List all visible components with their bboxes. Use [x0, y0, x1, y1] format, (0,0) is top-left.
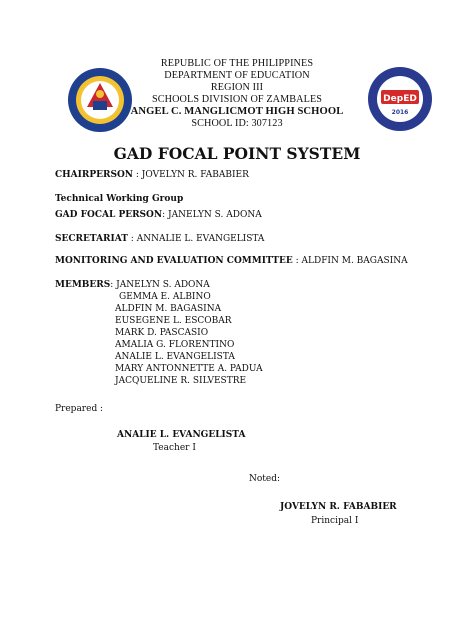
seal-deped-text: DepED: [383, 94, 417, 104]
noted-label: Noted:: [249, 474, 281, 484]
twg-line: [55, 194, 183, 204]
seal-year-text: 2016: [391, 109, 409, 116]
member-name: JANELYN S. ADONA: [116, 280, 210, 290]
header-department: DEPARTMENT OF EDUCATION: [164, 70, 310, 81]
members-label: MEMBERS: [55, 280, 111, 290]
header-region: REGION III: [210, 82, 264, 93]
header-school-id: SCHOOL ID: 307123: [191, 118, 283, 129]
header-school-name: ANGEL C. MANGLICMOT HIGH SCHOOL: [130, 106, 344, 117]
member-name: MARY ANTONNETTE A. PADUA: [115, 364, 263, 374]
document-title: GAD FOCAL POINT SYSTEM: [113, 144, 361, 163]
member-name: AMALIA G. FLORENTINO: [115, 340, 235, 350]
prepared-position: Teacher I: [153, 443, 196, 453]
member-name: GEMMA E. ALBINO: [119, 292, 211, 302]
monitoring-value: ALDFIN M. BAGASINA: [301, 256, 408, 266]
header-republic: REPUBLIC OF THE PHILIPPINES: [160, 58, 314, 69]
prepared-label: Prepared :: [55, 404, 104, 414]
noted-position: Principal I: [311, 516, 359, 526]
secretariat-value: ANNALIE L. EVANGELISTA: [136, 234, 265, 244]
prepared-name: ANALIE L. EVANGELISTA: [117, 430, 246, 440]
gad-focal-person-value: JANELYN S. ADONA: [168, 210, 262, 220]
noted-name: JOVELYN R. FABABIER: [280, 502, 397, 512]
member-name: ALDFIN M. BAGASINA: [115, 304, 222, 314]
secretariat-line: SECRETARIAT : ANNALIE L. EVANGELISTA: [55, 234, 265, 244]
gad-focal-person-line: GAD FOCAL PERSON: JANELYN S. ADONA: [55, 210, 262, 220]
members-line: MEMBERS: JANELYN S. ADONA: [55, 280, 210, 290]
member-name: JACQUELINE R. SILVESTRE: [115, 376, 247, 386]
monitoring-line: MONITORING AND EVALUATION COMMITTEE : ALDFIN M. BAGASINA: [55, 256, 408, 266]
member-name: ANALIE L. EVANGELISTA: [115, 352, 235, 362]
chairperson-line: CHAIRPERSON : JOVELYN R. FABABIER: [55, 170, 249, 180]
member-name: EUSEGENE L. ESCOBAR: [115, 316, 232, 326]
monitoring-label: MONITORING AND EVALUATION COMMITTEE: [55, 256, 293, 266]
member-name: MARK D. PASCASIO: [115, 328, 209, 338]
chairperson-label: CHAIRPERSON: [55, 170, 134, 180]
twg-heading: Technical Working Group: [55, 194, 184, 204]
secretariat-label: SECRETARIAT: [55, 234, 128, 244]
chairperson-value: JOVELYN R. FABABIER: [141, 170, 249, 180]
gad-focal-person-label: GAD FOCAL PERSON: [55, 210, 163, 220]
header-division: SCHOOLS DIVISION OF ZAMBALES: [151, 94, 323, 105]
